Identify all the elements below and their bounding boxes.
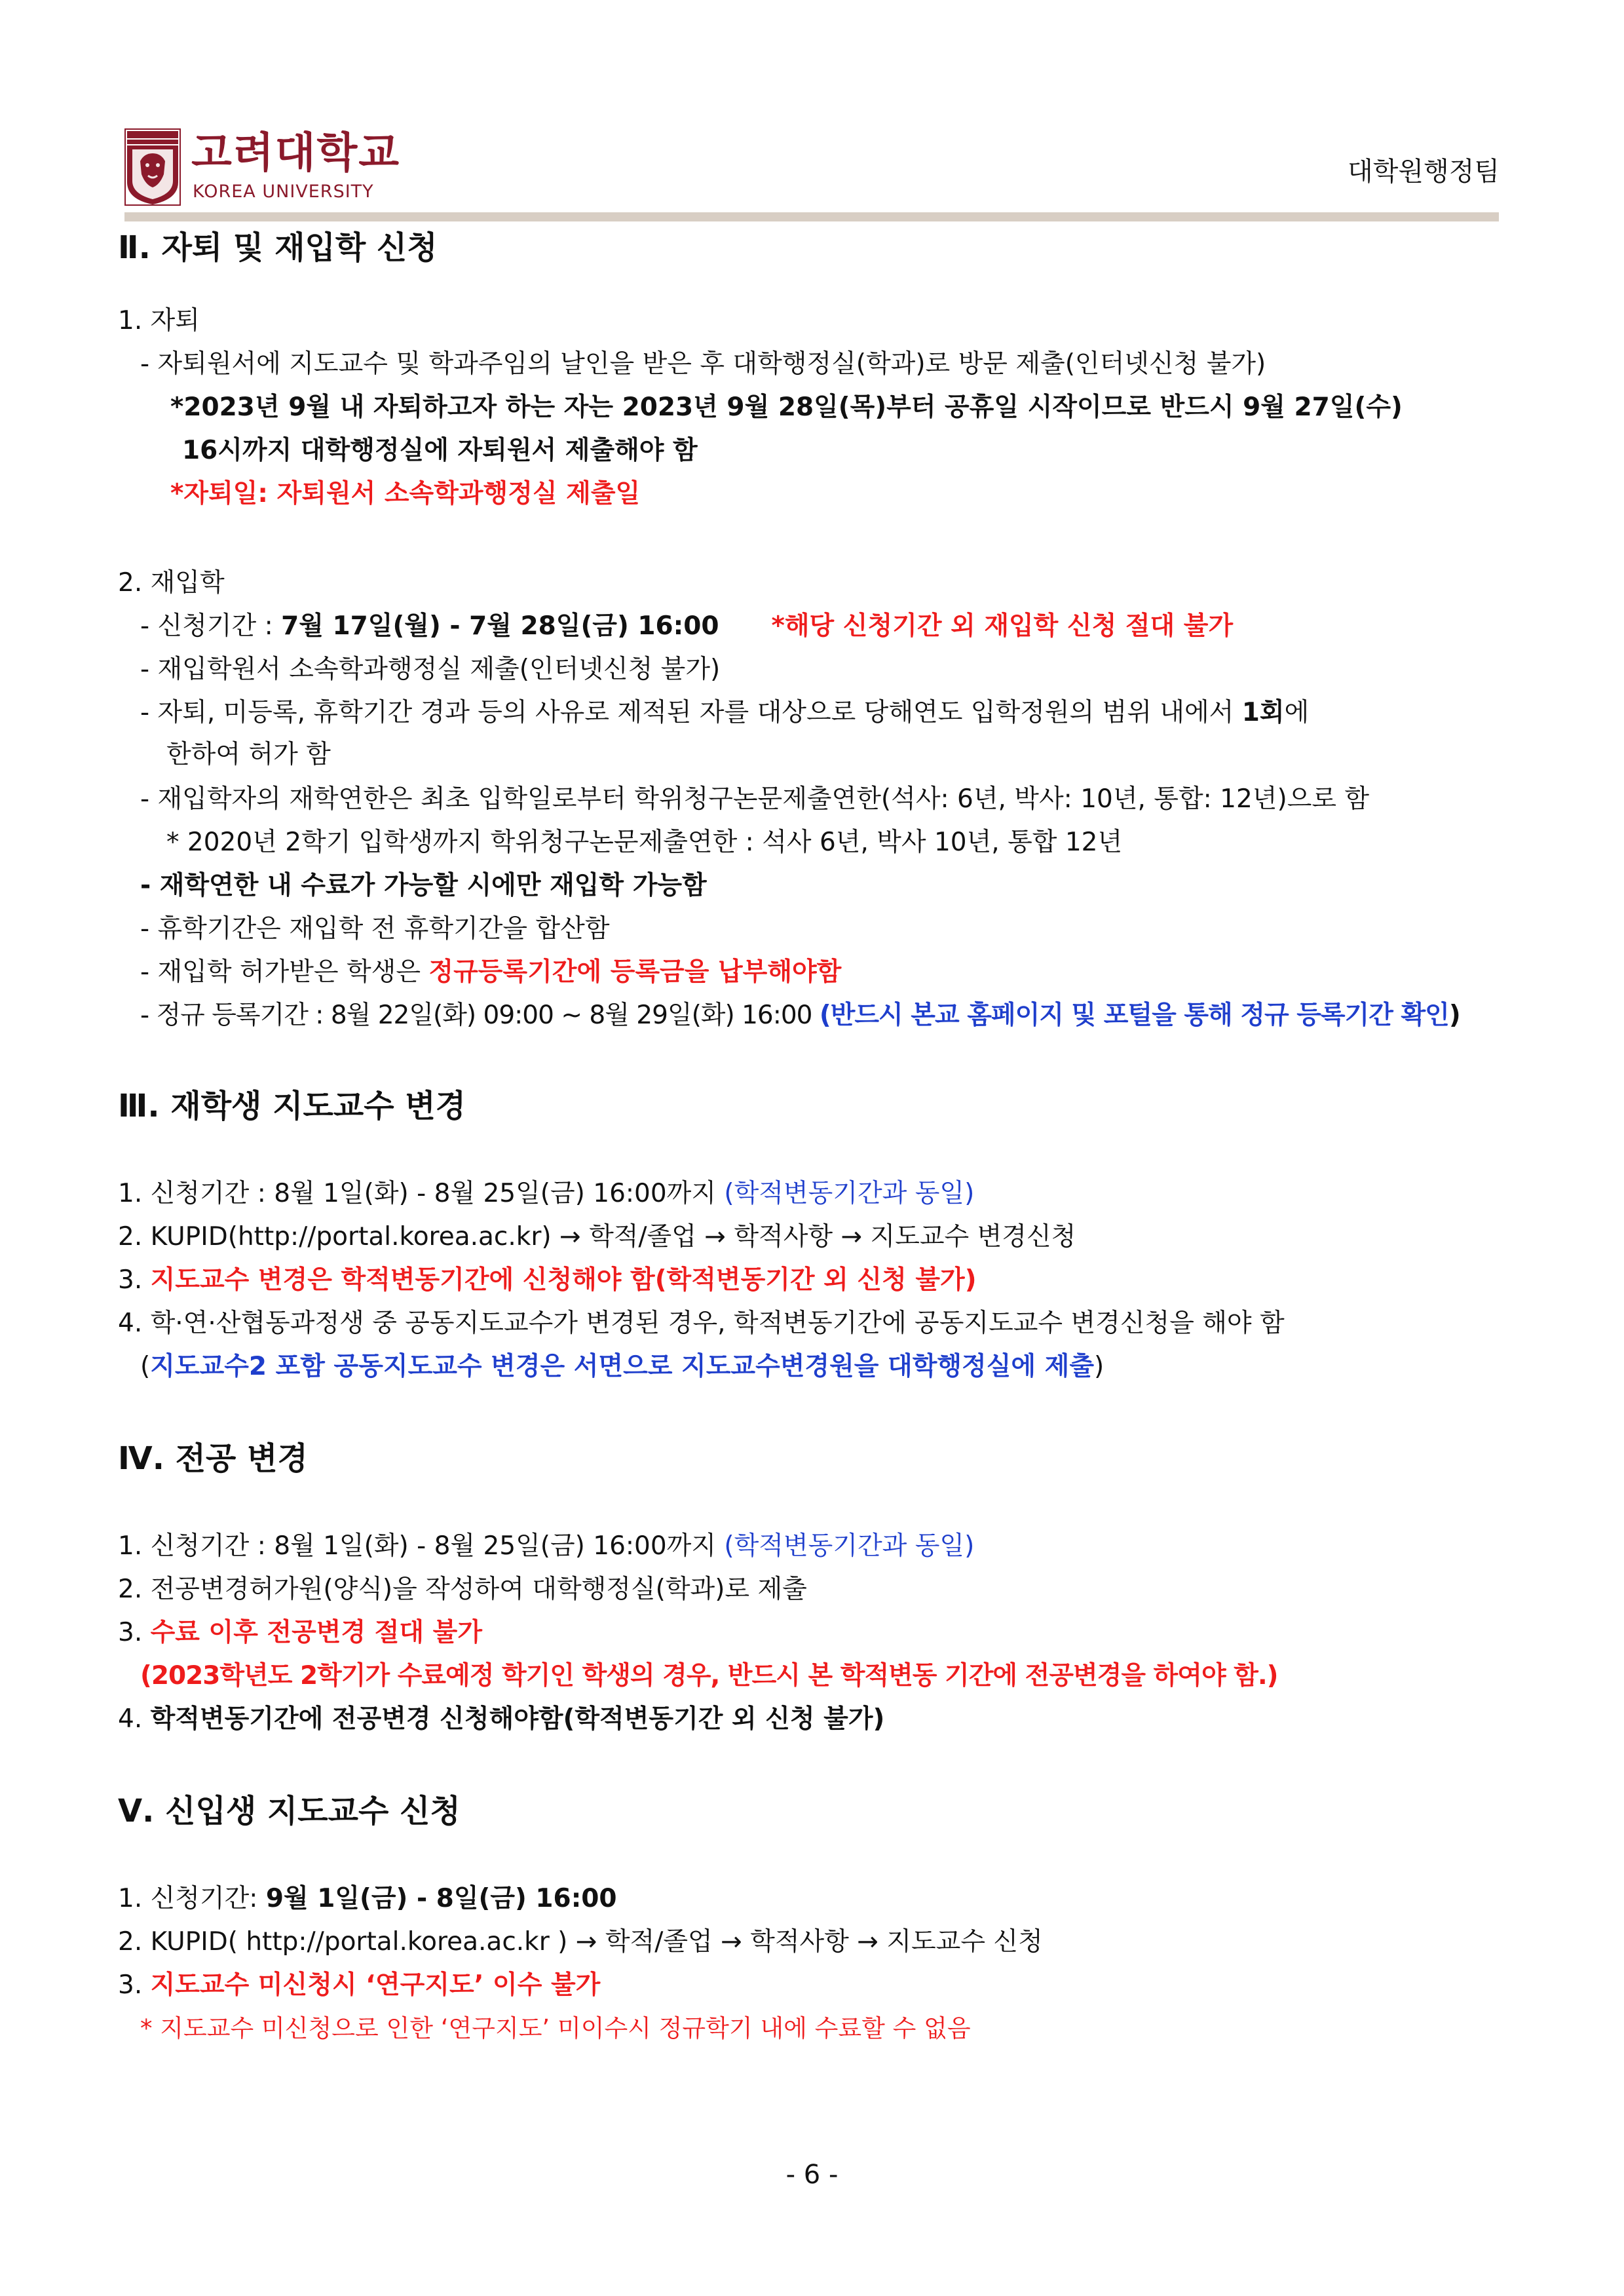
s2-readmit-line-3-cont: 한하여 허가 함 xyxy=(166,740,331,769)
advisor-change-notice: 지도교수 변경은 학적변동기간에 신청해야 함(학적변동기간 외 신청 불가) xyxy=(150,1265,977,1295)
text: 1. 신청기간 : 8월 1일(화) - 8월 25일(금) 16:00까지 xyxy=(118,1179,725,1208)
section-5-title: Ⅴ. 신입생 지도교수 신청 xyxy=(118,1793,461,1829)
s4-line-1 xyxy=(118,1529,974,1563)
s3-line-4-cont xyxy=(140,1350,1104,1384)
page-number: - 6 - xyxy=(785,2160,839,2190)
s2-item-2: 2. 재입학 xyxy=(118,568,225,598)
major-change-period-notice: 학적변동기간에 전공변경 신청해야함(학적변동기간 외 신청 불가) xyxy=(150,1704,885,1734)
num: 3. xyxy=(118,1265,151,1295)
once-text: 1회 xyxy=(1241,698,1285,727)
s2-readmit-line-4: - 재입학자의 재학연한은 최초 입학일로부터 학위청구논문제출연한(석사: 6년, 박사: 10년, 통합: 12년)으로 함 xyxy=(140,784,1370,814)
korea-university-logo xyxy=(124,128,400,207)
s3-line-4: 4. 학·연·산협동과정생 중 공동지도교수가 변경된 경우, 학적변동기간에 공동지도교수 변경신청을 해야 함 xyxy=(118,1309,1285,1338)
header-divider xyxy=(124,212,1499,221)
registration-notice: (반드시 본교 홈페이지 및 포털을 통해 정규 등록기간 확인 xyxy=(819,1001,1449,1030)
s2-readmit-line-2: - 재입학원서 소속학과행정실 제출(인터넷신청 불가) xyxy=(140,655,721,684)
text: 1. 신청기간 : 8월 1일(화) - 8월 25일(금) 16:00까지 xyxy=(118,1531,725,1561)
s5-line-3 xyxy=(118,1968,600,2002)
s3-line-1 xyxy=(118,1177,974,1211)
period-value: 9월 1일(금) - 8일(금) 16:00 xyxy=(265,1884,617,1913)
s4-line-4 xyxy=(118,1702,884,1736)
s5-line-2: 2. KUPID( http://portal.korea.ac.kr ) → 학적/졸업 → 학적사항 → 지도교수 신청 xyxy=(118,1927,1043,1957)
s2-readmit-line-4-note: * 2020년 2학기 입학생까지 학위청구논문제출연한 : 석사 6년, 박사 10년, 통합 12년 xyxy=(166,828,1123,857)
section-4-title: Ⅳ. 전공 변경 xyxy=(118,1440,308,1477)
s2-registration-period xyxy=(140,999,1461,1033)
s3-line-3 xyxy=(118,1263,977,1297)
logo-korean-text: 고려대학교 xyxy=(191,129,401,178)
major-change-warning: 수료 이후 전공변경 절대 불가 xyxy=(150,1618,483,1647)
s2-readmit-line-5: - 재학연한 내 수료가 가능할 시에만 재입학 가능함 xyxy=(140,871,707,900)
paren-close: ) xyxy=(1448,1001,1461,1030)
s2-readmit-period xyxy=(140,609,1233,643)
department-name: 대학원행정팀 xyxy=(1348,157,1500,187)
university-seal-icon xyxy=(124,128,181,206)
s2-withdrawal-date-note: *자퇴일: 자퇴원서 소속학과행정실 제출일 xyxy=(170,479,641,508)
num: 4. xyxy=(118,1704,151,1734)
text: - 자퇴, 미등록, 휴학기간 경과 등의 사유로 제적된 자를 대상으로 당해연도 입학정원의 범위 내에서 xyxy=(140,698,1242,727)
text: - 재입학 허가받은 학생은 xyxy=(140,957,429,987)
paren-close: ) xyxy=(1094,1352,1105,1381)
tuition-notice: 정규등록기간에 등록금을 납부해야함 xyxy=(428,957,842,987)
section-3-title: Ⅲ. 재학생 지도교수 변경 xyxy=(118,1088,466,1124)
period-warning: *해당 신청기간 외 재입학 신청 절대 불가 xyxy=(771,611,1234,641)
num: 3. xyxy=(118,1618,151,1647)
s2-readmit-line-6: - 휴학기간은 재입학 전 휴학기간을 합산함 xyxy=(140,914,610,944)
s2-readmit-line-3 xyxy=(140,696,1309,730)
research-guidance-warning: 지도교수 미신청시 ‘연구지도’ 이수 불가 xyxy=(150,1970,601,2000)
section-2-title: Ⅱ. 자퇴 및 재입학 신청 xyxy=(118,229,438,266)
co-advisor-notice: 지도교수2 포함 공동지도교수 변경은 서면으로 지도교수변경원을 대학행정실에 제출 xyxy=(150,1352,1094,1381)
paren-open: ( xyxy=(140,1352,151,1381)
s2-item-1-notice: *2023년 9월 내 자퇴하고자 하는 자는 2023년 9월 28일(목)부터 공휴일 시작이므로 반드시 9월 27일(수) xyxy=(170,392,1403,422)
text-end: 에 xyxy=(1284,698,1310,727)
label: 1. 신청기간: xyxy=(118,1884,266,1913)
logo-english-text: KOREA UNIVERSITY xyxy=(193,182,374,202)
period-value: 7월 17일(월) - 7월 28일(금) 16:00 xyxy=(281,611,719,641)
s2-item-1-line-a: - 자퇴원서에 지도교수 및 학과주임의 날인을 받은 후 대학행정실(학과)로 방문 제출(인터넷신청 불가) xyxy=(140,349,1266,379)
s5-line-1 xyxy=(118,1882,617,1916)
s4-line-2: 2. 전공변경허가원(양식)을 작성하여 대학행정실(학과)로 제출 xyxy=(118,1575,807,1604)
s4-line-3 xyxy=(118,1616,482,1650)
s2-readmit-line-7 xyxy=(140,955,841,989)
same-period-note: (학적변동기간과 동일) xyxy=(724,1531,975,1561)
s2-item-1-notice-cont: 16시까지 대학행정실에 자퇴원서 제출해야 함 xyxy=(182,436,698,465)
s5-line-3-note: * 지도교수 미신청으로 인한 ‘연구지도’ 미이수시 정규학기 내에 수료할 수 없음 xyxy=(140,2014,971,2042)
s4-line-3-note: (2023학년도 2학기가 수료예정 학기인 학생의 경우, 반드시 본 학적변동 기간에 전공변경을 하여야 함.) xyxy=(140,1661,1278,1691)
label: - 신청기간 : xyxy=(140,611,282,641)
num: 3. xyxy=(118,1970,151,2000)
text: - 정규 등록기간 : 8월 22일(화) 09:00 ~ 8월 29일(화) 16:00 xyxy=(140,1001,820,1030)
s2-item-1: 1. 자퇴 xyxy=(118,306,200,335)
same-period-note: (학적변동기간과 동일) xyxy=(724,1179,975,1208)
s3-line-2: 2. KUPID(http://portal.korea.ac.kr) → 학적/졸업 → 학적사항 → 지도교수 변경신청 xyxy=(118,1222,1076,1252)
